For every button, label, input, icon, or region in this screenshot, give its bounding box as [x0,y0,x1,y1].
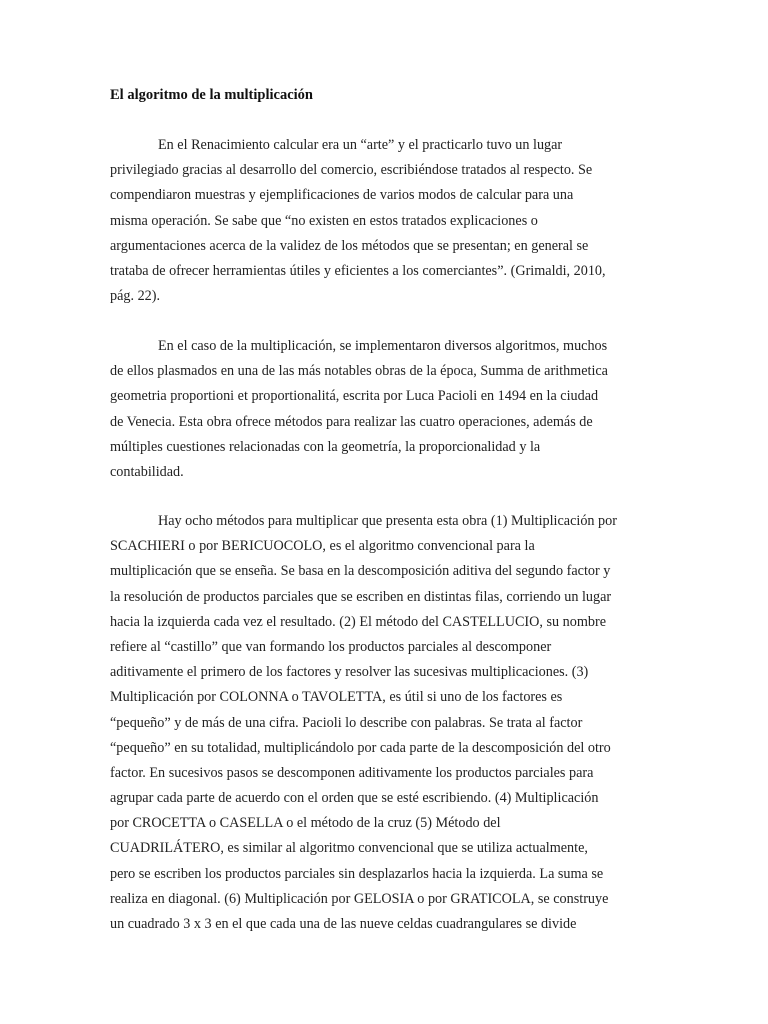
paragraph-line: hacia la izquierda cada vez el resultado. (2) El método del CASTELLUCIO, su nombre [110,613,607,630]
paragraph-line: privilegiado gracias al desarrollo del comercio, escribiéndose tratados al respecto. Se [110,162,593,179]
paragraph-line: Hay ocho métodos para multiplicar que presenta esta obra (1) Multiplicación por [158,513,617,529]
paragraph-line: pág. 22). [110,288,161,305]
paragraph-line: de Venecia. Esta obra ofrece métodos para realizar las cuatro operaciones, además de [110,413,593,430]
paragraph-line: de ellos plasmados en una de las más notables obras de la época, Summa de arithmetica [110,363,608,380]
paragraph-line: multiplicación que se enseña. Se basa en la descomposición aditiva del segundo factor y [110,563,611,580]
paragraph-line: SCACHIERI o por BERICUOCOLO, es el algoritmo convencional para la [110,538,535,555]
paragraph-line: la resolución de productos parciales que se escriben en distintas filas, corriendo un lugar [110,588,612,605]
document-title: El algoritmo de la multiplicación [110,87,313,103]
paragraph-line: múltiples cuestiones relacionadas con la geometría, la proporcionalidad y la [110,438,541,455]
paragraph-2 [110,334,670,485]
paragraph-line: CUADRILÁTERO, es similar al algoritmo convencional que se utiliza actualmente, [110,840,588,857]
paragraph-line: Multiplicación por COLONNA o TAVOLETTA, es útil si uno de los factores es [110,689,563,706]
paragraph-line: contabilidad. [110,463,184,480]
paragraph-line: misma operación. Se sabe que “no existen en estos tratados explicaciones o [110,212,538,229]
paragraph-line: pero se escriben los productos parciales sin desplazarlos hacia la izquierda. La suma se [110,865,604,882]
paragraph-line: por CROCETTA o CASELLA o el método de la cruz (5) Método del [110,815,501,832]
paragraph-line: argumentaciones acerca de la validez de los métodos que se presentan; en general se [110,237,589,254]
paragraph-line: factor. En sucesivos pasos se descomponen aditivamente los productos parciales para [110,764,594,781]
paragraph-line: realiza en diagonal. (6) Multiplicación por GELOSIA o por GRATICOLA, se construye [110,890,609,907]
paragraph-line: un cuadrado 3 x 3 en el que cada una de las nueve celdas cuadrangulares se divide [110,916,577,932]
paragraph-line: “pequeño” en su totalidad, multiplicándolo por cada parte de la descomposición del otro [110,739,611,756]
paragraph-line: refiere al “castillo” que van formando los productos parciales al descomponer [110,638,552,655]
paragraph-line: geometria proportioni et proportionalitá, escrita por Luca Pacioli en 1494 en la ciudad [110,388,599,405]
paragraph-line: agrupar cada parte de acuerdo con el orden que se esté escribiendo. (4) Multiplicación [110,790,599,807]
paragraph-1 [110,133,670,309]
paragraph-line: En el Renacimiento calcular era un “arte” y el practicarlo tuvo un lugar [158,137,563,153]
paragraph-line: aditivamente el primero de los factores y resolver las sucesivas multiplicaciones. (3) [110,664,589,681]
paragraph-line: En el caso de la multiplicación, se implementaron diversos algoritmos, muchos [158,338,608,354]
paragraph-line: compendiaron muestras y ejemplificaciones de varios modos de calcular para una [110,187,574,204]
paragraph-3 [110,509,670,937]
paragraph-line: “pequeño” y de más de una cifra. Pacioli lo describe con palabras. Se trata al factor [110,714,583,731]
paragraph-line: trataba de ofrecer herramientas útiles y eficientes a los comerciantes”. (Grimaldi, 2010, [110,262,606,279]
